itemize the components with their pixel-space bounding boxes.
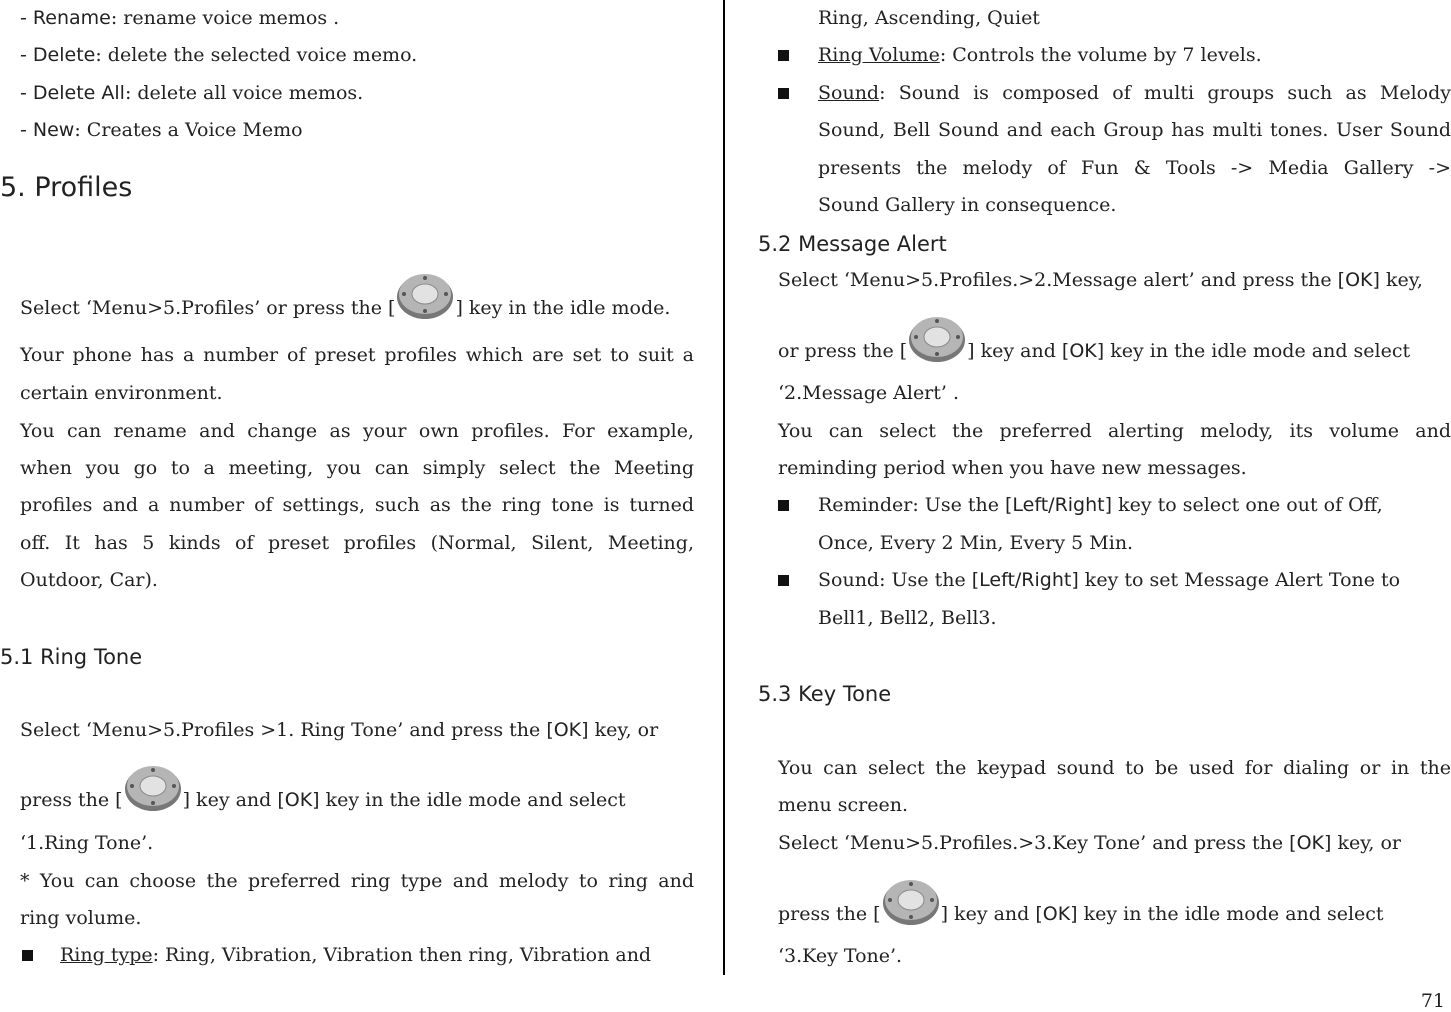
nav-key-icon: [124, 762, 182, 812]
menu-item-label: New: [32, 119, 75, 141]
msg-alert-line-1: Select ‘Menu>5.Profiles.>2.Message alert’ and press the [OK] key,: [778, 269, 1423, 291]
bullet-square: [778, 88, 789, 99]
menu-item-label: Rename: [32, 7, 111, 29]
sound-bullet-line-4: Sound Gallery in consequence.: [818, 194, 1117, 216]
page-number: 71: [1420, 990, 1445, 1012]
left-right-key-label: [Left/Right]: [971, 569, 1079, 591]
ring-type-bullet: Ring type: Ring, Vibration, Vibration then ring, Vibration and: [60, 944, 652, 966]
ringtone-line-5: ring volume.: [20, 907, 142, 929]
bullet-square: [22, 950, 33, 961]
ringtone-line-3: ‘1.Ring Tone’.: [20, 832, 154, 854]
left-right-key-label: [Left/Right]: [1005, 494, 1113, 516]
ok-key-label: [OK]: [1035, 903, 1078, 925]
nav-key-icon: [882, 876, 940, 926]
nav-key-icon: [396, 270, 454, 320]
intro-line-8: Outdoor, Car).: [20, 569, 158, 591]
ok-key-label: [OK]: [1061, 340, 1105, 362]
sound-bullet-line-3: presents the melody of Fun & Tools -> Media Gallery ->: [818, 157, 1451, 179]
intro-line-5: when you go to a meeting, you can simply select the Meeting: [20, 457, 694, 479]
sound-alert-bullet-line-2: Bell1, Bell2, Bell3.: [818, 607, 997, 629]
msg-alert-line-2: or press the [ ] key and [OK] key in the idle mode and select: [778, 313, 1451, 376]
ringtone-line-2: press the [ ] key and [OK] key in the idle mode and select: [20, 762, 694, 825]
ok-key-label: [OK]: [277, 789, 320, 811]
msg-alert-line-3: ‘2.Message Alert’ .: [778, 382, 960, 404]
menu-item-label: Delete: [32, 44, 96, 66]
key-tone-line-2: menu screen.: [778, 794, 909, 816]
sound-bullet-line-2: Sound, Bell Sound and each Group has multi tones. User Sound: [818, 119, 1451, 141]
menu-item-new: - New: Creates a Voice Memo: [20, 119, 303, 141]
sound-bullet-line-1: Sound: Sound is composed of multi groups such as Melody: [818, 82, 1451, 104]
menu-item-rename: - Rename: rename voice memos .: [20, 7, 340, 29]
intro-line-7: off. It has 5 kinds of preset profiles (Normal, Silent, Meeting,: [20, 532, 694, 554]
subsection-title-ring-tone: 5.1 Ring Tone: [0, 645, 143, 669]
intro-line-1: Select ‘Menu>5.Profiles’ or press the [ ] key in the idle mode.: [20, 270, 670, 333]
ring-type-continuation: Ring, Ascending, Quiet: [818, 7, 1040, 29]
bullet-square: [778, 50, 789, 61]
ok-key-label: [OK]: [1337, 269, 1380, 291]
menu-item-label: Delete All: [32, 82, 125, 104]
key-tone-line-4: press the [ ] key and [OK] key in the idle mode and select: [778, 876, 1451, 939]
msg-alert-line-5: reminding period when you have new messages.: [778, 457, 1247, 479]
ok-key-label: [OK]: [546, 719, 589, 741]
menu-item-delete: - Delete: delete the selected voice memo.: [20, 44, 418, 66]
ringtone-line-4: * You can choose the preferred ring type and melody to ring and: [20, 870, 694, 892]
menu-item-delete-all: - Delete All: delete all voice memos.: [20, 82, 364, 104]
key-tone-line-1: You can select the keypad sound to be used for dialing or in the: [778, 757, 1451, 779]
reminder-bullet-line-1: Reminder: Use the [Left/Right] key to select one out of Off,: [818, 494, 1383, 516]
subsection-title-message-alert: 5.2 Message Alert: [758, 232, 947, 256]
intro-line-6: profiles and a number of settings, such as the ring tone is turned: [20, 494, 694, 516]
nav-key-icon: [908, 313, 966, 363]
intro-line-2: Your phone has a number of preset profiles which are set to suit a: [20, 344, 694, 366]
section-title: 5. Profiles: [0, 172, 133, 203]
intro-line-3: certain environment.: [20, 382, 223, 404]
key-tone-line-3: Select ‘Menu>5.Profiles.>3.Key Tone’ and press the [OK] key, or: [778, 832, 1402, 854]
ring-volume-bullet: Ring Volume: Controls the volume by 7 levels.: [818, 44, 1262, 66]
reminder-bullet-line-2: Once, Every 2 Min, Every 5 Min.: [818, 532, 1134, 554]
key-tone-line-5: ‘3.Key Tone’.: [778, 945, 903, 967]
ringtone-line-1: Select ‘Menu>5.Profiles >1. Ring Tone’ and press the [OK] key, or: [20, 719, 659, 741]
bullet-square: [778, 575, 789, 586]
subsection-title-key-tone: 5.3 Key Tone: [758, 682, 892, 706]
ok-key-label: [OK]: [1289, 832, 1332, 854]
bullet-square: [778, 500, 789, 511]
msg-alert-line-4: You can select the preferred alerting melody, its volume and: [778, 420, 1451, 442]
sound-alert-bullet-line-1: Sound: Use the [Left/Right] key to set Message Alert Tone to: [818, 569, 1401, 591]
intro-line-4: You can rename and change as your own profiles. For example,: [20, 420, 694, 442]
column-divider: [723, 0, 725, 975]
